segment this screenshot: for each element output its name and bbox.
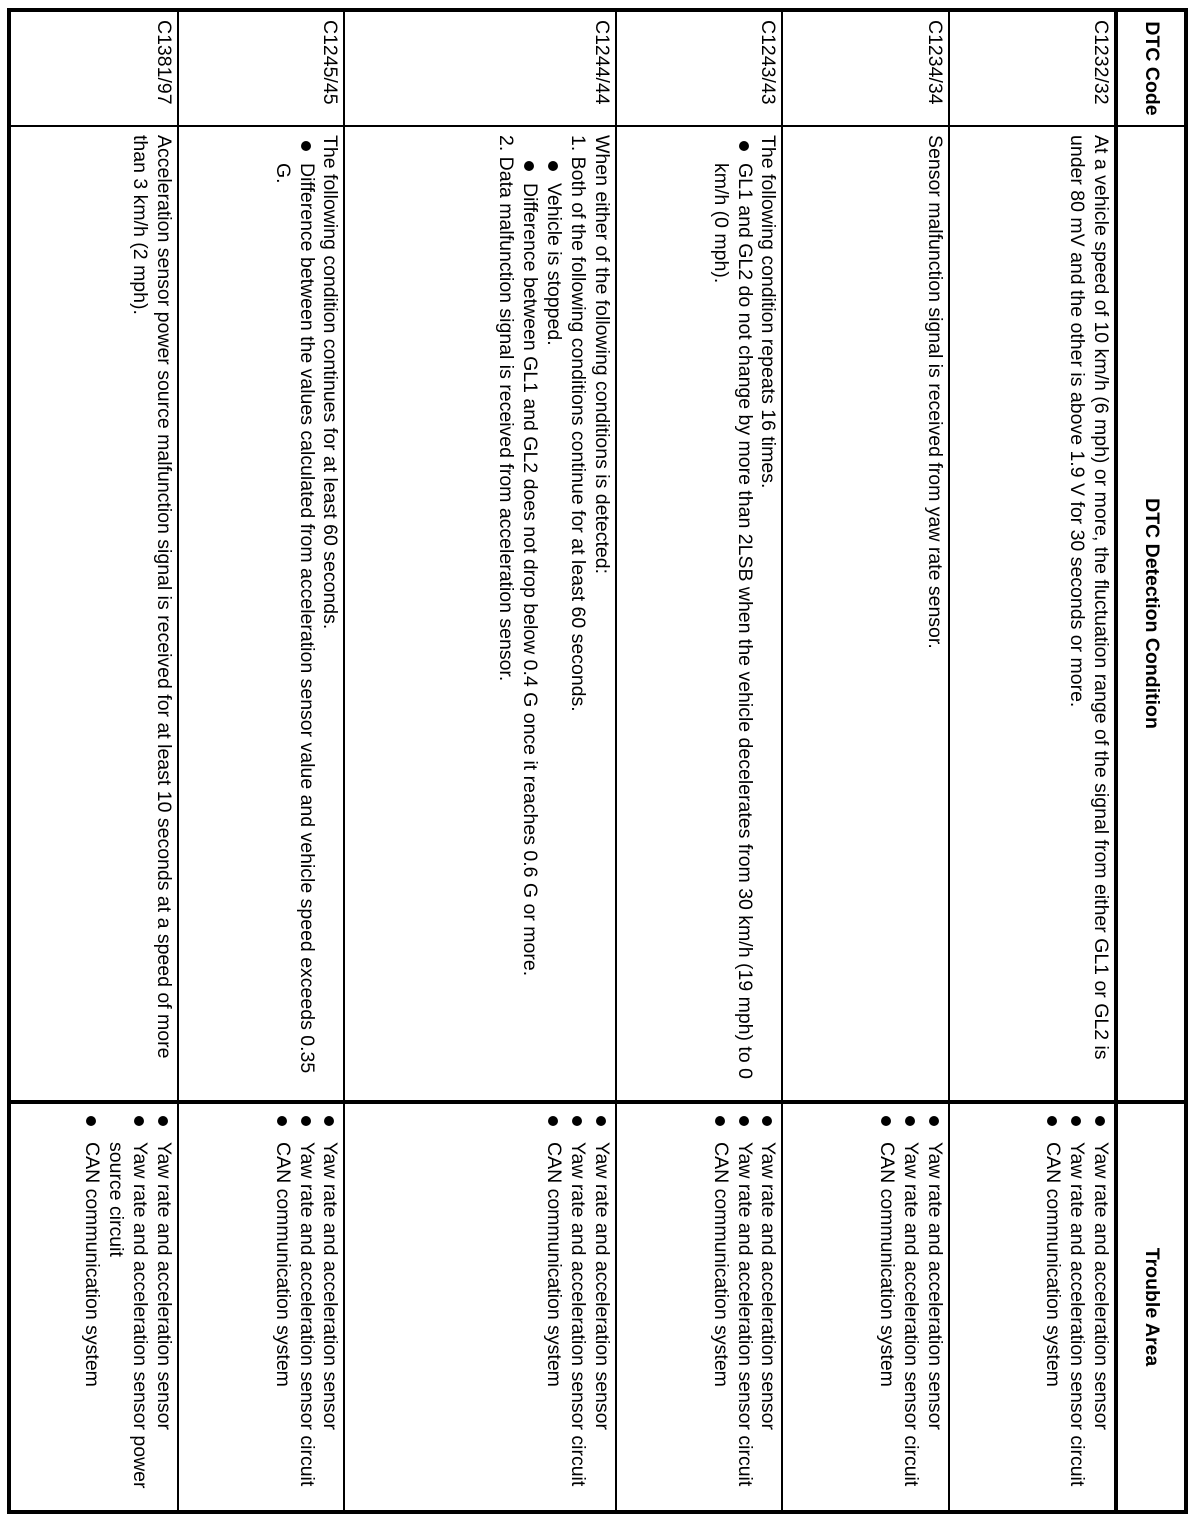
trouble-area-cell <box>344 1102 615 1512</box>
trouble-area-list <box>708 1112 779 1502</box>
detection-condition-cell <box>344 126 615 1102</box>
trouble-area-item: Yaw rate and acceleration sensor circuit <box>1064 1112 1088 1502</box>
detection-condition-cell <box>782 126 949 1102</box>
dtc-code-cell: C1232/32 <box>949 10 1116 126</box>
trouble-area-list <box>1040 1112 1111 1502</box>
header-trouble-area: Trouble Area <box>1116 1102 1186 1512</box>
trouble-area-item: Yaw rate and acceleration sensor <box>589 1112 613 1502</box>
condition-text: 1. Both of the following conditions continue for at least 60 seconds. <box>566 135 589 712</box>
table-row <box>949 10 1116 1512</box>
trouble-area-cell <box>178 1102 345 1512</box>
dtc-table <box>7 8 1188 1514</box>
condition-bullet: Difference between GL1 and GL2 does not drop below 0.4 G once it reaches 0.6 G or more. <box>517 155 541 1092</box>
trouble-area-item: CAN communication system <box>270 1112 294 1502</box>
trouble-area-item: Yaw rate and acceleration sensor circuit <box>565 1112 589 1502</box>
detection-condition-cell <box>9 126 178 1102</box>
table-row <box>9 10 178 1512</box>
condition-text: Acceleration sensor power source malfunction signal is received for at least 10 seconds at a speed of more than 3 km/h (2 mph). <box>128 135 175 1059</box>
dtc-code-cell: C1243/43 <box>616 10 783 126</box>
condition-bullet: GL1 and GL2 do not change by more than 2LSB when the vehicle decelerates from 30 km/h (19 mph) to 0 km/h (0 mph). <box>708 135 756 1092</box>
header-dtc-code: DTC Code <box>1116 10 1186 126</box>
table-row <box>178 10 345 1512</box>
trouble-area-list <box>875 1112 946 1502</box>
trouble-area-item: CAN communication system <box>541 1112 565 1502</box>
dtc-code-cell: C1244/44 <box>344 10 615 126</box>
detection-condition-cell <box>616 126 783 1102</box>
table-header-row <box>1116 10 1186 1512</box>
trouble-area-item: CAN communication system <box>708 1112 732 1502</box>
condition-text: The following condition continues for at least 60 seconds. <box>319 135 342 630</box>
condition-text: At a vehicle speed of 10 km/h (6 mph) or more, the fluctuation range of the signal from either GL1 or GL2 is under 80 mV and the other is above 1.9 V for 30 seconds or more. <box>1065 135 1112 1060</box>
table-row <box>344 10 615 1512</box>
trouble-area-item: Yaw rate and acceleration sensor <box>1088 1112 1112 1502</box>
header-detection-condition: DTC Detection Condition <box>1116 126 1186 1102</box>
dtc-code-cell: C1245/45 <box>178 10 345 126</box>
trouble-area-list <box>270 1112 341 1502</box>
detection-condition-cell <box>949 126 1116 1102</box>
condition-text: When either of the following conditions is detected: <box>590 135 613 575</box>
trouble-area-item: Yaw rate and acceleration sensor <box>151 1112 175 1502</box>
trouble-area-item: CAN communication system <box>875 1112 899 1502</box>
condition-text: The following condition repeats 16 times. <box>757 135 780 489</box>
condition-text: Sensor malfunction signal is received from yaw rate sensor. <box>924 135 946 649</box>
detection-condition-cell <box>178 126 345 1102</box>
trouble-area-item: Yaw rate and acceleration sensor <box>318 1112 342 1502</box>
dtc-code-cell: C1234/34 <box>782 10 949 126</box>
trouble-area-item: Yaw rate and acceleration sensor circuit <box>898 1112 922 1502</box>
trouble-area-item: Yaw rate and acceleration sensor circuit <box>294 1112 318 1502</box>
table-row <box>616 10 783 1512</box>
condition-text: 2. Data malfunction signal is received from acceleration sensor. <box>495 135 518 682</box>
table-row <box>782 10 949 1512</box>
trouble-area-list <box>541 1112 612 1502</box>
trouble-area-cell <box>949 1102 1116 1512</box>
trouble-area-item: Yaw rate and acceleration sensor <box>756 1112 780 1502</box>
trouble-area-cell <box>9 1102 178 1512</box>
trouble-area-item: Yaw rate and acceleration sensor <box>922 1112 946 1502</box>
trouble-area-item: Yaw rate and acceleration sensor power source circuit <box>103 1112 151 1502</box>
trouble-area-item: Yaw rate and acceleration sensor circuit <box>732 1112 756 1502</box>
trouble-area-item: CAN communication system <box>1040 1112 1064 1502</box>
condition-bullet: Difference between the values calculated from acceleration sensor value and vehicle speed exceeds 0.35 G. <box>270 135 318 1092</box>
trouble-area-cell <box>616 1102 783 1512</box>
trouble-area-item: CAN communication system <box>80 1112 104 1502</box>
condition-bullet: Vehicle is stopped. <box>541 155 565 1092</box>
trouble-area-list <box>80 1112 175 1502</box>
dtc-code-cell: C1381/97 <box>9 10 178 126</box>
trouble-area-cell <box>782 1102 949 1512</box>
